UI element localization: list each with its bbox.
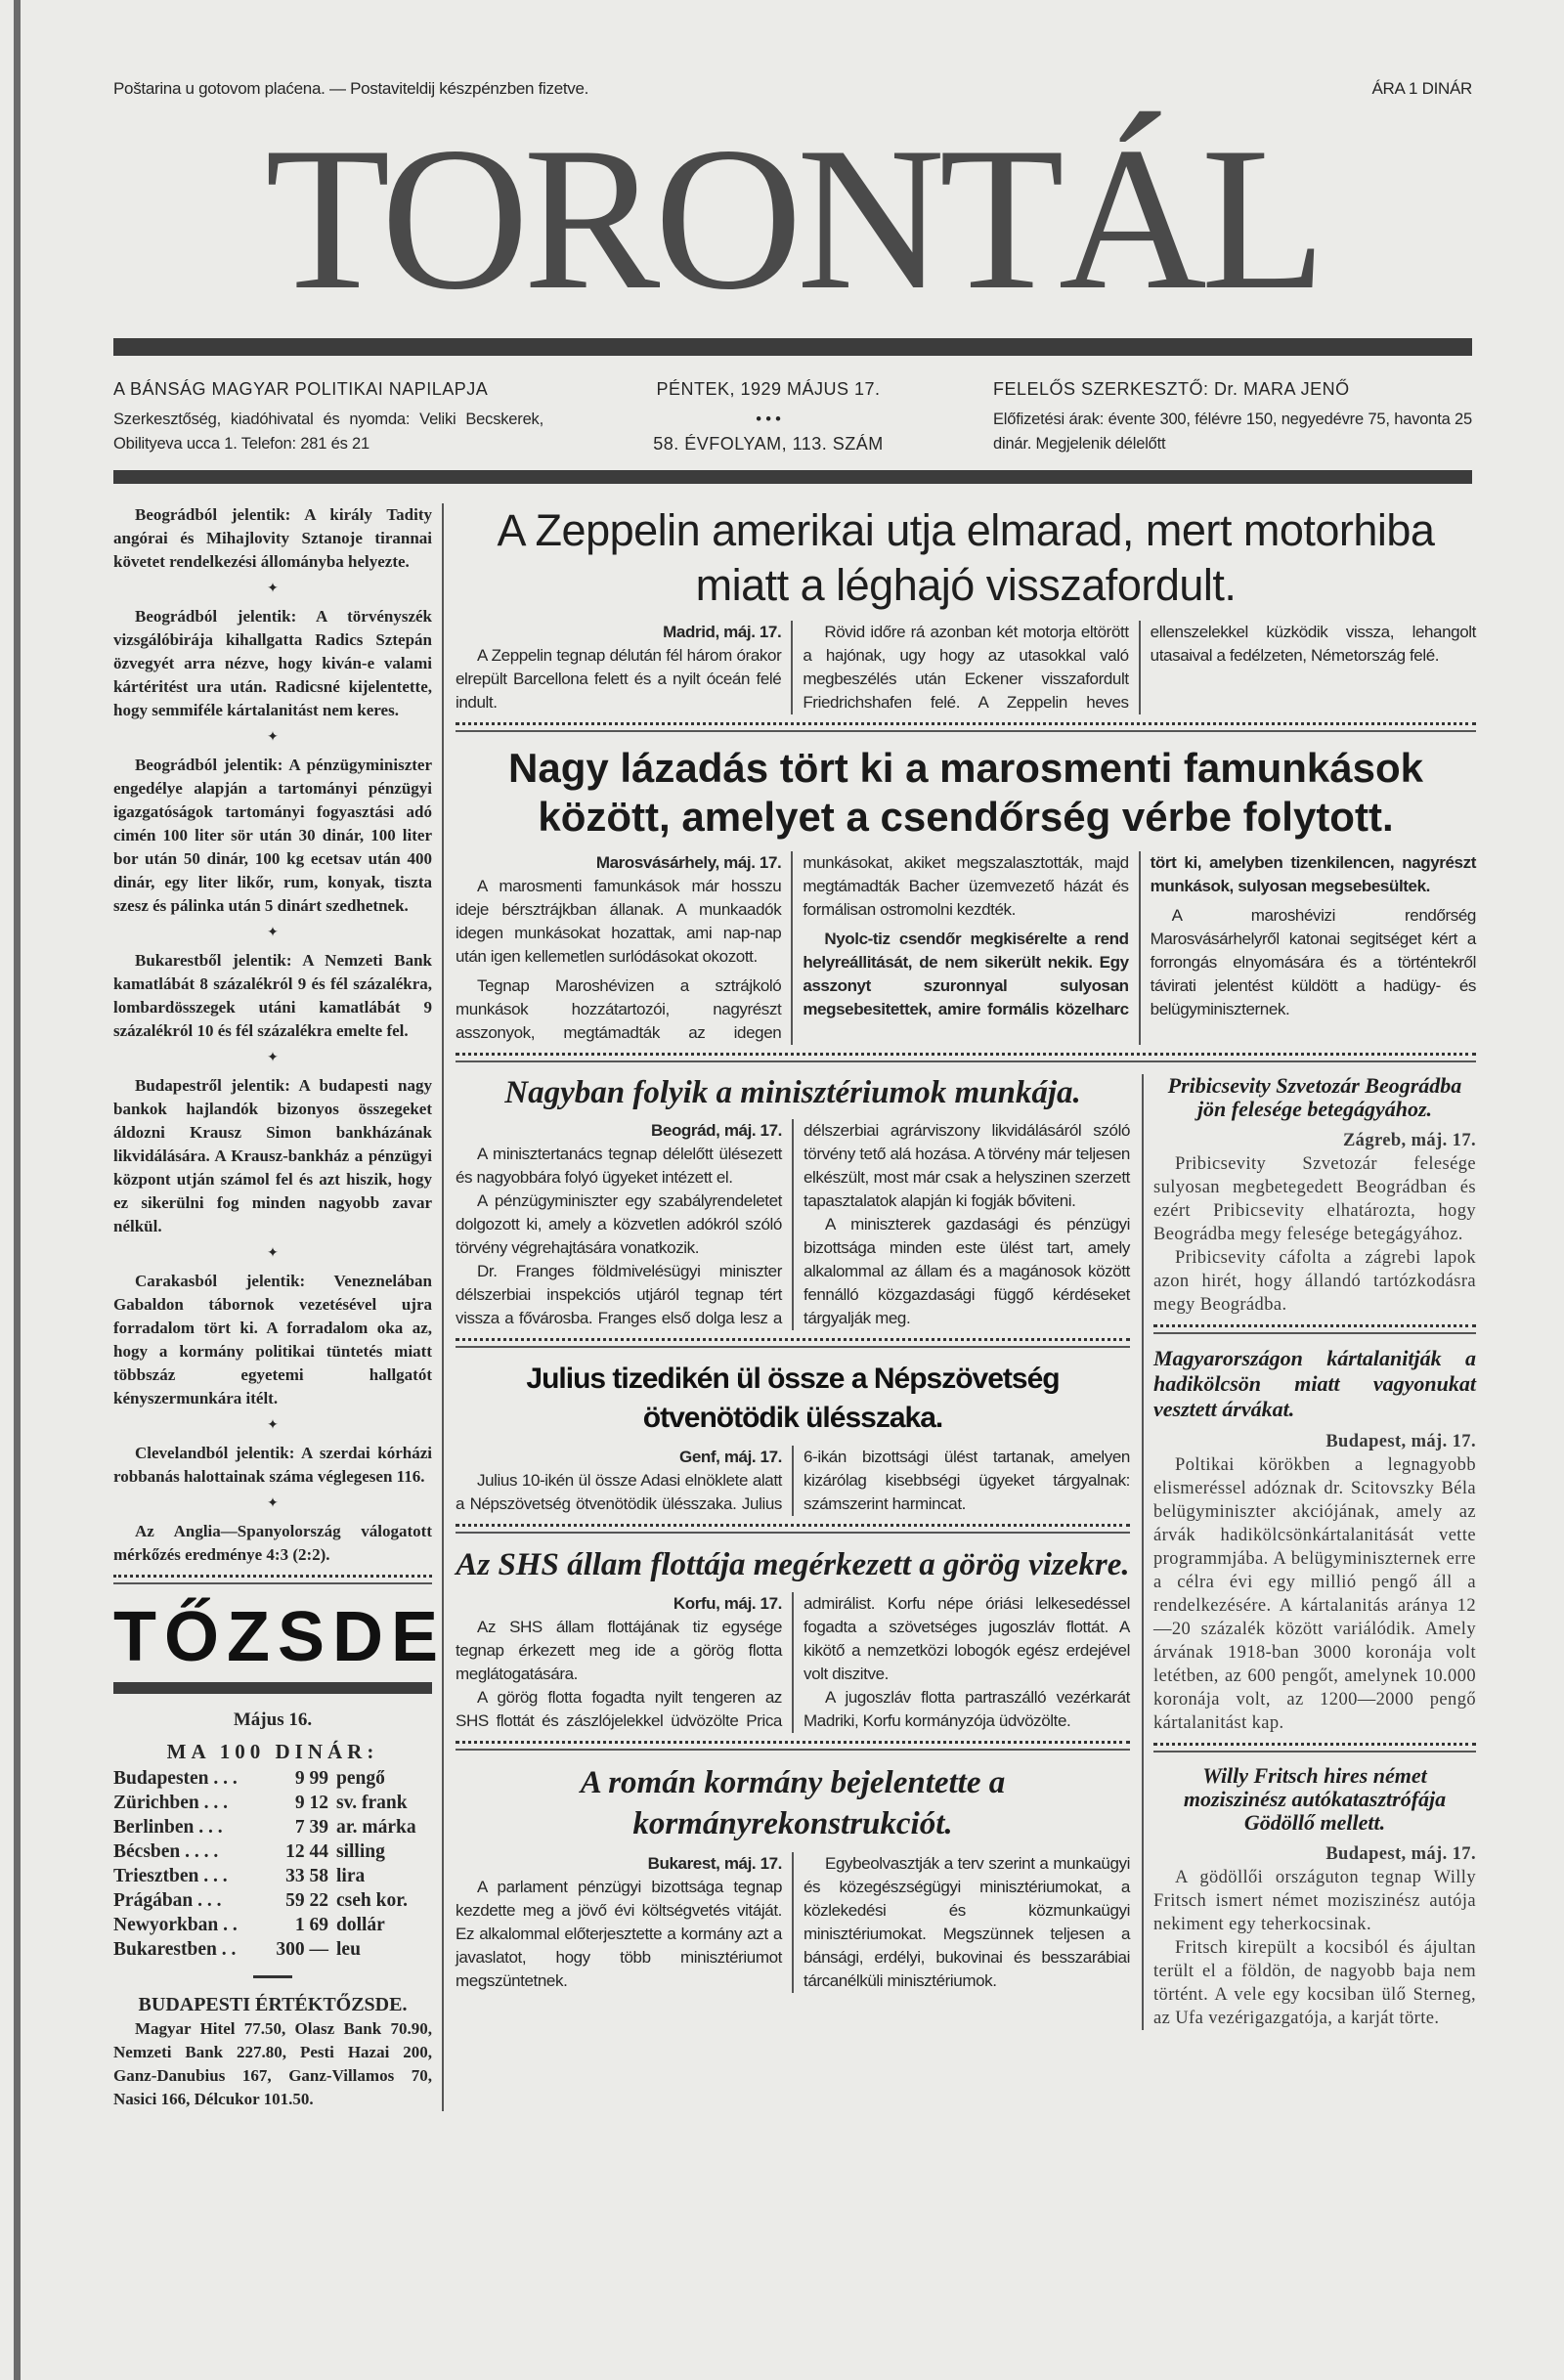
header-bar-bottom xyxy=(113,470,1472,484)
rate: 59 22 xyxy=(285,1889,328,1911)
news-item: Clevelandból jelentik: A szerdai kórházi robbanás halottainak száma véglegesen 116. xyxy=(113,1443,432,1486)
paragraph: Dr. Franges földmivelésügyi miniszter délszerbiai inspekciós utjáról tegnap tért vissza a fővárosba. Franges első dolga lesz a délszerbiai agrárviszony likvidálásáról szóló törvény tető alá hozása. A törvény már teljesen elkészült, most már csak a helyszinen szerzett tapasztalatok alapján ki fogják bőviteni. xyxy=(456,1120,1130,1327)
news-item: Carakasból jelentik: Veneznelában Gabaldon tábornok vezetésével ujra forradalom tört ki. A forradalom oka az, hogy a kormány politikai tüntetés miatt többszáz egyetemi hallgatót kényszermunkára itélt. xyxy=(113,1271,432,1407)
currency: cseh kor. xyxy=(336,1889,408,1911)
tozsde-bar xyxy=(113,1682,432,1694)
right-column xyxy=(1144,1074,1476,2030)
rate: 9 12 xyxy=(294,1792,328,1813)
top-line xyxy=(113,78,1472,100)
ornament-rule xyxy=(113,1575,432,1584)
rate: 12 44 xyxy=(285,1840,328,1862)
header-left xyxy=(113,377,543,456)
postal-note: Poštarina u gotovom plaćena. — Postaviteldij készpénzben fizetve. xyxy=(113,79,589,98)
headline-ministeriumok: Nagyban folyik a minisztériumok munkája. xyxy=(504,1074,1081,1110)
currency: pengő xyxy=(336,1767,385,1789)
ornament-rule xyxy=(456,1053,1476,1062)
dateline: Bukarest, máj. 17. xyxy=(647,1853,782,1873)
article-lazadas xyxy=(456,851,1476,1045)
dateline: Budapest, máj. 17. xyxy=(1325,1843,1476,1864)
city: Berlinben . . . xyxy=(113,1816,223,1838)
paragraph: A minisztertanács tegnap délelőtt ülésezett és nagyobbára folyó ügyeket intézett el. xyxy=(456,1144,782,1187)
dateline: Zágreb, máj. 17. xyxy=(1342,1130,1476,1150)
exchange-row xyxy=(113,1815,432,1839)
lower-section xyxy=(456,1074,1476,2030)
currency: lira xyxy=(336,1865,366,1886)
paragraph: A Zeppelin tegnap délután fél három órakor elrepült Barcellona felett és a nyilt óceán felé indult. xyxy=(456,645,782,712)
ornament-rule xyxy=(1153,1324,1476,1334)
separator-star: ✦ xyxy=(267,1245,279,1261)
exchange-row xyxy=(113,1888,432,1913)
currency: dollár xyxy=(336,1914,385,1935)
rate: 300 — xyxy=(276,1938,328,1960)
dateline: Budapest, máj. 17. xyxy=(1325,1431,1476,1451)
currency: silling xyxy=(336,1840,385,1862)
header-info xyxy=(113,377,1472,456)
exchange-row xyxy=(113,1766,432,1791)
paragraph: A parlament pénzügyi bizottsága tegnap kezdette meg a jövő évi költségvetés vitáját. Ez alkalommal előterjesztette a kormány azt a javaslatot, hogy több minisztériumot megszüntetnek. xyxy=(456,1877,782,1990)
article-roman xyxy=(456,1852,1130,1993)
news-item: Budapestről jelentik: A budapesti nagy bankok hajlandók bizonyos összegeket áldozni Krausz Simon bankházának likvidálására. A Krausz-bankház a pénzügyi központ utján számol fel és azt hiszik, hogy ez sikerülni fog minden nagyobb zavar nélkül. xyxy=(113,1075,432,1235)
dateline: Korfu, máj. 17. xyxy=(673,1593,782,1613)
rate: 33 58 xyxy=(285,1865,328,1886)
price: ÁRA 1 DINÁR xyxy=(1371,79,1472,98)
city: Zürichben . . . xyxy=(113,1792,229,1813)
tozsde-title: TŐZSDE xyxy=(113,1597,447,1676)
rate: 7 39 xyxy=(294,1816,328,1838)
exchange-row xyxy=(113,1791,432,1815)
volume-number: 58. ÉVFOLYAM, 113. SZÁM xyxy=(653,433,884,454)
header-center xyxy=(631,377,905,456)
article-zeppelin xyxy=(456,621,1476,714)
headline-fritsch: Willy Fritsch hires német moziszinész autókatasztrófája Gödöllő mellett. xyxy=(1183,1762,1447,1835)
article-pribicsevity xyxy=(1153,1129,1476,1317)
body xyxy=(113,503,1476,2111)
exchange-table xyxy=(113,1766,432,1962)
article-ministeriumok xyxy=(456,1119,1130,1330)
article-arvak xyxy=(1153,1430,1476,1735)
paragraph: A görög flotta fogadta nyilt tengeren az SHS flottát és zászlójelekkel üdvözölte Prica admirálist. Korfu népe óriási lelkesedéssel fogadta a szövetséges jugoszláv flottát. A kikötő a nemzetközi lobogók egész erdejével volt diszitve. xyxy=(456,1593,1130,1730)
headline-lazadas: Nagy lázadás tört ki a marosmenti famunkások között, amelyet a csendőrség vérbe folytott. xyxy=(508,744,1423,840)
center-column xyxy=(456,1074,1144,2030)
headline-arvak: Magyarországon kártalanitják a hadikölcsön miatt vagyonukat vesztett árvákat. xyxy=(1153,1345,1476,1421)
headline-zeppelin: A Zeppelin amerikai utja elmarad, mert motorhiba miatt a léghajó visszafordult. xyxy=(497,504,1435,610)
separator-star: ✦ xyxy=(267,1417,279,1433)
paragraph: A maroshévizi rendőrség Marosvásárhelyről katonai segitséget kért a forrongás elnyomására és a történtekről távirati jelentést küldött a hadügy- és belügyminiszternek. xyxy=(1150,905,1476,1018)
main-column xyxy=(444,503,1476,2111)
news-item: Beográdból jelentik: A törvényszék vizsgálóbirája kihallgatta Radics Sztepán özvegyét arra nézve, hogy kiván-e valami kártéritést ura után. Radicsné kijelentette, hogy semmiféle kártalanitást nem keres. xyxy=(113,606,432,719)
paragraph: Nyolc-tiz csendőr megkisérelte a rend helyreállitását, de nem sikerült nekik. Egy asszonyt szuronnyal sulyosan megsebesitettek, amire formális közelharc tört ki, amelyben tizenkilencen, nagyrészt munkások, sulyosan megsebesültek. xyxy=(803,852,1476,1018)
paragraph: A marosmenti famunkások már hosszu ideje bérsztrájkban állanak. A munkaadók idegen munkásokat hozattak, ami nap-nap után igen kellemetlen surlódásokat okozott. xyxy=(456,876,782,966)
ornament-rule xyxy=(456,1338,1130,1348)
issue-date: PÉNTEK, 1929 MÁJUS 17. xyxy=(656,378,881,399)
city: Triesztben . . . xyxy=(113,1865,228,1886)
headline-roman: A román kormány bejelentette a kormányrekonstrukciót. xyxy=(580,1764,1006,1841)
city: Budapesten . . . xyxy=(113,1767,238,1789)
exchange-row xyxy=(113,1864,432,1888)
currency: leu xyxy=(336,1938,361,1960)
exchange-row xyxy=(113,1839,432,1864)
exchange-row xyxy=(113,1937,432,1962)
paragraph: Tegnap Maroshévizen a sztrájkoló munkások hozzátartozói, nagyrészt asszonyok, megtámadták az idegen munkásokat, akiket megszalasztották, majd megtámadták Bacher üzemvezető házát és formálisan ostromolni kezdték. xyxy=(456,852,1129,1042)
paragraph: Rövid időre rá azonban két motorja eltörött a hajónak, ugy hogy az utasokkal való megbeszélés után Eckener visszafordult Friedrichshafen felé. A Zeppelin heves ellenszelekkel küzködik vissza, lehangolt utasaival a fedélzeten, Németország felé. xyxy=(803,622,1476,712)
paragraph: Fritsch kirepült a kocsiból és ájultan terült el a földön, de nagyobb baja nem történt. A vele egy kocsiban ülő Sterneg, az Ufa vezérigazgatója, a karját törte. xyxy=(1153,1937,1476,2028)
headline-flotta: Az SHS állam flottája megérkezett a görög vizekre. xyxy=(456,1546,1130,1582)
city: Bécsben . . . . xyxy=(113,1840,219,1862)
rate: 1 69 xyxy=(294,1914,328,1935)
rate: 9 99 xyxy=(294,1767,328,1789)
dateline: Madrid, máj. 17. xyxy=(663,622,782,641)
dateline: Beográd, máj. 17. xyxy=(651,1120,782,1140)
city: Prágában . . . xyxy=(113,1889,222,1911)
separator-star: ✦ xyxy=(267,925,279,940)
paragraph: Poltikai körökben a legnagyobb elismeréssel adóznak dr. Scitovszky Béla belügyminiszter akciójának, amely az árvák hadikölcsönkártalanitását vette programmjába. A belügyminiszternek erre a célra évi egy millió pengő áll a rendelkezésére. A kártalanitás aránya 12—20 százalék között variálódik. Amely árvának 1918-ban 3000 koronája volt letétben, az 600 pengőt, amelynek 10.000 koronája volt, az 1200—2000 pengő kártalanitást kap. xyxy=(1153,1454,1476,1733)
tozsde-date: Május 16. xyxy=(233,1709,313,1730)
editor: FELELŐS SZERKESZTŐ: Dr. MARA JENŐ xyxy=(993,378,1350,399)
currency: sv. frank xyxy=(336,1792,408,1813)
page-edge xyxy=(14,0,21,2380)
city: Newyorkban . . xyxy=(113,1914,238,1935)
exchange-row xyxy=(113,1913,432,1937)
article-flotta xyxy=(456,1592,1130,1733)
paragraph: Pribicsevity cáfolta a zágrebi lapok azon hirét, hogy állandó tartózkodásra megy Beográdba. xyxy=(1153,1247,1476,1315)
address: Szerkesztőség, kiadóhivatal és nyomda: Veliki Becskerek, Obilityeva ucca 1. Telefon: 281 és 21 xyxy=(113,410,543,453)
ertektozsde-title: BUDAPESTI ÉRTÉKTŐZSDE. xyxy=(138,1993,408,2015)
paragraph: A miniszterek gazdasági és pénzügyi bizottsága minden este ülést tart, amely alkalommal az állam és a magánosok között fennálló közgazdasági függő kérdéseket tárgyalják meg. xyxy=(804,1214,1130,1327)
headline-pribicsevity: Pribicsevity Szvetozár Beográdba jön felesége betegágyához. xyxy=(1167,1072,1462,1121)
news-item: Az Anglia—Spanyolország válogatott mérkőzés eredménye 4:3 (2:2). xyxy=(113,1521,432,1564)
header-bar-top xyxy=(113,338,1472,356)
short-rule xyxy=(253,1975,292,1978)
paragraph: A pénzügyminiszter egy szabályrendeletet dolgozott ki, amely a közvetlen adókról szóló törvény végrehajtására vonatkozik. xyxy=(456,1190,782,1257)
ornament-rule xyxy=(456,722,1476,732)
ornament-rule xyxy=(456,1741,1130,1751)
paragraph: A jugoszláv flotta partraszálló vezérkarát Madriki, Korfu kormányzója üdvözölte. xyxy=(804,1687,1130,1730)
ornament-rule xyxy=(1153,1743,1476,1753)
paragraph: Pribicsevity Szvetozár felesége sulyosan megbetegedett Beográdban és ezért Pribicsevity elhatározta, hogy Beográdba megy felesége betegágyához. xyxy=(1153,1153,1476,1244)
paragraph: Julius 10-ikén ül össze Adasi elnöklete alatt a Népszövetség ötvenötödik ülésszaka. Julius 6-ikán bizottsági ülést tartanak, amelyen kizárólag kisebbségi ügyeket tárgyalnak: számszerint harmincat. xyxy=(456,1447,1130,1513)
news-item: Bukarestből jelentik: A Nemzeti Bank kamatlábát 8 százalékról 9 és fél százalékra, lombardösszegek utáni kamatlábát 9 százalékról 10 és fél százalékra emelte fel. xyxy=(113,950,432,1040)
header-right xyxy=(993,377,1472,456)
paragraph: Egybeolvasztják a terv szerint a munkaügyi és közegészségügyi minisztériumokat, a közlekedési és közmunkaügyi minisztériumokat. Megszünnek teljesen a bánsági, erdélyi, bukovinai és besszarábiai tárcanélküli minisztériumok. xyxy=(804,1853,1130,1990)
paragraph: Az SHS állam flottájának tiz egysége tegnap érkezett meg ide a görög flotta meglátogatására. xyxy=(456,1617,782,1683)
dateline: Marosvásárhely, máj. 17. xyxy=(595,852,782,872)
newspaper-page xyxy=(113,0,1476,2150)
tozsde-subtitle: MA 100 DINÁR: xyxy=(166,1739,379,1763)
paragraph: A gödöllői országuton tegnap Willy Fritsch ismert német moziszinész autója nekiment egy teherkocsinak. xyxy=(1153,1867,1476,1934)
separator-star: ✦ xyxy=(267,1495,279,1511)
dateline: Genf, máj. 17. xyxy=(679,1447,782,1466)
separator-star: ✦ xyxy=(267,1050,279,1065)
dots-ornament: • • • xyxy=(756,410,781,428)
news-item: Beográdból jelentik: A pénzügyminiszter engedélye alapján a tartományi pénzügyi igazgatóságok tartományi fogyasztási adó cimén 100 liter sör után 30 dinár, 100 liter bor után 50 dinár, 100 kg ecetsav után 400 dinár, egy liter likőr, rum, konyak, tiszta szesz és pálinka után 5 dinárt szedhetnek. xyxy=(113,755,432,915)
article-nepszovetseg xyxy=(456,1446,1130,1516)
left-column xyxy=(113,503,447,2111)
currency: ar. márka xyxy=(336,1816,416,1838)
separator-star: ✦ xyxy=(267,581,279,596)
city: Bukarestben . . xyxy=(113,1938,237,1960)
subtitle: A BÁNSÁG MAGYAR POLITIKAI NAPILAPJA xyxy=(113,378,489,399)
subscription-prices: Előfizetési árak: évente 300, félévre 150, negyedévre 75, havonta 25 dinár. Megjelenik délelőtt xyxy=(993,410,1472,453)
ornament-rule xyxy=(456,1524,1130,1534)
masthead-logo: TORONTÁL xyxy=(265,106,1321,332)
separator-star: ✦ xyxy=(267,729,279,745)
news-item: Beográdból jelentik: A király Tadity angórai és Mihajlovity Sztanoje tirannai követet rendelkezési állományba helyezte. xyxy=(113,504,432,571)
article-fritsch xyxy=(1153,1842,1476,2030)
headline-nepszovetseg: Julius tizedikén ül össze a Népszövetség ötvenötödik ülésszaka. xyxy=(526,1362,1060,1434)
ertektozsde-text: Magyar Hitel 77.50, Olasz Bank 70.90, Nemzeti Bank 227.80, Pesti Hazai 200, Ganz-Danubius 167, Ganz-Villamos 70, Nasici 166, Délcukor 101.50. xyxy=(113,2018,432,2108)
